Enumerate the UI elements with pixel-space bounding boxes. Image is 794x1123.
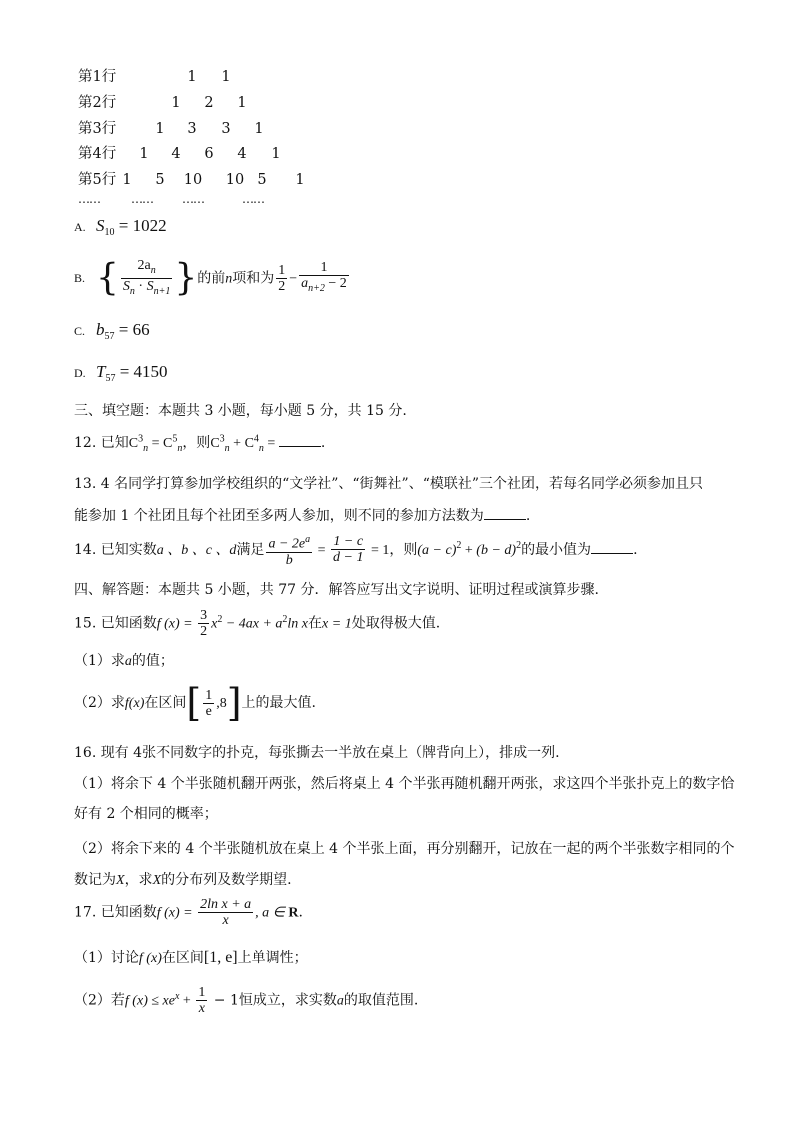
ellipsis: …… [242,192,264,206]
row-label: 第4行 [78,146,117,162]
section-heading: 三、填空题：本题共 3 小题，每小题 5 分，共 15 分. [74,403,407,419]
answer-blank [279,434,321,447]
row-label: 第1行 [78,69,117,85]
fraction: $\frac{1 - c}{d - 1}$ [333,534,364,566]
question-15-part1: （1）求a的值； [74,653,174,669]
triangle-number: 2 [204,95,214,111]
triangle-number: 1 [237,95,247,111]
option-d: D. $T_{57} = 4150$ [74,362,168,384]
ellipsis: …… [78,192,100,206]
triangle-number: 1 [254,121,264,137]
question-17: 17. 已知函数f (x) = $\frac{\text{2ln x + a}}{x}$ , a ∈ R. [74,897,303,928]
question-14: 14. 已知实数a 、b 、c 、d满足 $\frac{a - 2e^a}{b}$ = $\frac{1 - c}{d - 1}$ = 1，则$(a - c)^2 + (b - d)^2$的最小值为 . [74,534,638,568]
triangle-number: 1 [155,121,165,137]
option-c: C. $b_{57} = 66$ [74,320,150,342]
triangle-number: 1 [122,172,132,188]
triangle-number: 1 [139,146,149,162]
question-16-part1-line2: 好有 2 个相同的概率； [74,806,218,822]
triangle-number: 4 [237,146,247,162]
triangle-number: 5 [257,172,267,188]
question-13-line2: 能参加 1 个社团且每个社团至多两人参加，则不同的参加方法数为 . [74,508,531,524]
fraction: $\frac{1}{a_{n+2} - 2}$ [301,260,347,295]
triangle-number: 5 [155,172,165,188]
fraction: $\frac{1}{x}$ [198,985,206,1016]
question-16: 16. 现有 4张不同数字的扑克，每张撕去一半放在桌上（牌背向上），排成一列. [74,745,560,761]
section-heading: 四、解答题：本题共 5 小题，共 77 分．解答应写出文字说明、证明过程或演算步骤. [74,582,599,598]
triangle-number: 1 [221,69,231,85]
question-15-part2: （2）求f(x)在区间[ $\frac{1}{e}$ ,8]上的最大值. [74,681,316,725]
answer-blank [591,541,633,554]
triangle-number: 10 [225,172,245,188]
fraction: $\frac{2a_n}{S_n \cdot S_{n+1}}$ [122,258,171,297]
answer-blank [484,507,526,520]
triangle-number: 3 [187,121,197,137]
fraction: $\frac{3}{2}$ [200,608,208,639]
option-letter: B. [74,271,86,286]
row-label: 第5行 [78,172,117,188]
question-16-part1-line1: （1）将余下 4 个半张随机翻开两张，然后将桌上 4 个半张再随机翻开两张，求这四个半张扑克上的数字恰 [74,776,735,792]
question-12: 12. 已知$C^3_n = C^5_n$，则$C^3_n + C^4_n$ = . [74,433,326,454]
triangle-number: 1 [271,146,281,162]
question-15: 15. 已知函数f (x) = $\frac{3}{2}$ $x^2 - 4ax + a^2\ln$ x在x = 1处取得极大值. [74,608,441,639]
question-17-part1: （1）讨论f (x)在区间[1, e]上单调性； [74,949,308,966]
row-label: 第3行 [78,121,117,137]
question-16-part2-line2: 数记为X，求X的分布列及数学期望. [74,872,292,888]
question-13-line1: 13. 4 名同学打算参加学校组织的“文学社”、“街舞社”、“模联社”三个社团，若每名同学必须参加且只 [74,476,704,492]
fraction: $\frac{1}{e}$ [205,687,213,719]
ellipsis: …… [131,192,153,206]
triangle-number: 1 [295,172,305,188]
triangle-number: 1 [171,95,181,111]
fraction: $\frac{1}{2}$ [278,262,286,294]
question-17-part2: （2）若f $(x) \le xe^x$ + $\frac{1}{x}$ − 1恒成立，求实数a的取值范围. [74,985,419,1016]
triangle-number: 6 [204,146,214,162]
triangle-number: 1 [187,69,197,85]
triangle-number: 10 [183,172,203,188]
option-letter: C. [74,324,86,338]
triangle-number: 3 [221,121,231,137]
fraction: $\frac{\text{2ln x + a}}{x}$ [200,897,252,928]
question-16-part2-line1: （2）将余下来的 4 个半张随机放在桌上 4 个半张上面，再分别翻开，记放在一起的两个半张数字相同的个 [74,841,735,857]
option-b: B. { $\frac{2a_n}{S_n \cdot S_{n+1}}$ }的前n项和为 $\frac{1}{2}$ − $\frac{1}{a_{n+2} - 2}$ [74,257,347,299]
option-letter: A. [74,220,86,234]
fraction: $\frac{a - 2e^a}{b}$ [268,534,311,568]
row-label: 第2行 [78,95,117,111]
ellipsis: …… [182,192,204,206]
option-a: A. $S_{10} = 1022$ [74,216,167,238]
option-letter: D. [74,366,86,380]
triangle-number: 4 [171,146,181,162]
